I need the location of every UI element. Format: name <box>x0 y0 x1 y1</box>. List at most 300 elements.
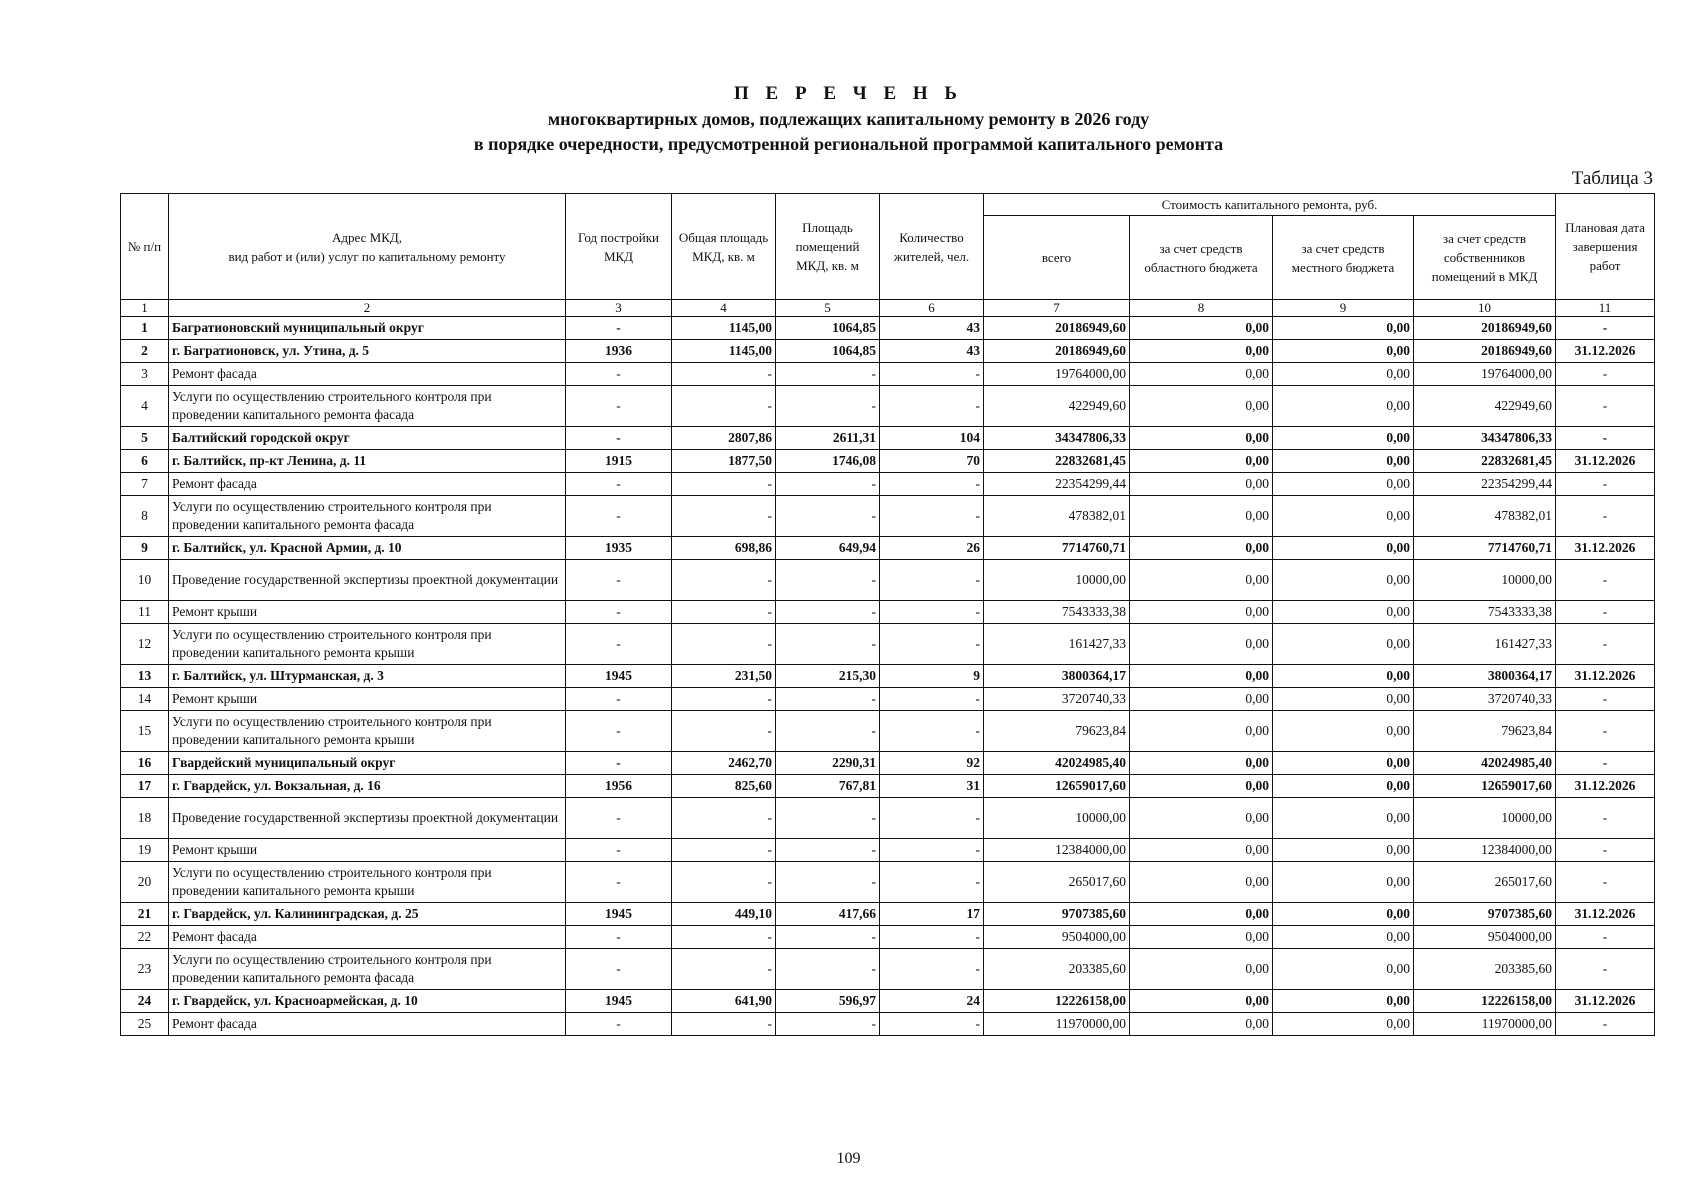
row-local: 0,00 <box>1273 903 1414 926</box>
row-area-total: - <box>672 496 776 537</box>
row-year: - <box>566 601 672 624</box>
row-total: 20186949,60 <box>984 340 1130 363</box>
row-residents: - <box>880 363 984 386</box>
row-date: - <box>1556 839 1655 862</box>
row-regional: 0,00 <box>1130 386 1273 427</box>
row-number: 16 <box>121 752 169 775</box>
row-area-rooms: - <box>776 688 880 711</box>
row-local: 0,00 <box>1273 798 1414 839</box>
row-local: 0,00 <box>1273 427 1414 450</box>
row-total: 7714760,71 <box>984 537 1130 560</box>
row-local: 0,00 <box>1273 711 1414 752</box>
header-residents: Количество жителей, чел. <box>880 194 984 300</box>
row-area-rooms: - <box>776 798 880 839</box>
column-number: 8 <box>1130 300 1273 317</box>
row-area-total: - <box>672 624 776 665</box>
column-number: 3 <box>566 300 672 317</box>
table-body <box>121 317 1655 1036</box>
row-residents: 43 <box>880 317 984 340</box>
row-year: - <box>566 949 672 990</box>
table-row <box>121 903 1655 926</box>
row-address: Услуги по осуществлению строительного контроля при проведении капитального ремонта крыши <box>169 624 566 665</box>
row-total: 9707385,60 <box>984 903 1130 926</box>
row-area-total: - <box>672 386 776 427</box>
row-residents: 104 <box>880 427 984 450</box>
row-area-rooms: - <box>776 926 880 949</box>
row-date: - <box>1556 363 1655 386</box>
row-total: 3800364,17 <box>984 665 1130 688</box>
table-row <box>121 624 1655 665</box>
row-number: 18 <box>121 798 169 839</box>
row-residents: 24 <box>880 990 984 1013</box>
row-address: Ремонт фасада <box>169 363 566 386</box>
row-address: г. Балтийск, ул. Красной Армии, д. 10 <box>169 537 566 560</box>
row-date: - <box>1556 752 1655 775</box>
row-total: 12226158,00 <box>984 990 1130 1013</box>
row-regional: 0,00 <box>1130 752 1273 775</box>
row-number: 12 <box>121 624 169 665</box>
row-year: 1945 <box>566 903 672 926</box>
column-number-row <box>121 300 1655 317</box>
row-year: - <box>566 624 672 665</box>
column-number: 7 <box>984 300 1130 317</box>
row-year: - <box>566 1013 672 1036</box>
row-regional: 0,00 <box>1130 450 1273 473</box>
row-year: - <box>566 839 672 862</box>
row-date: - <box>1556 688 1655 711</box>
row-area-total: 231,50 <box>672 665 776 688</box>
row-area-rooms: 215,30 <box>776 665 880 688</box>
row-year: - <box>566 688 672 711</box>
row-area-rooms: 596,97 <box>776 990 880 1013</box>
row-area-rooms: 767,81 <box>776 775 880 798</box>
row-date: 31.12.2026 <box>1556 537 1655 560</box>
row-total: 10000,00 <box>984 560 1130 601</box>
row-area-rooms: 2290,31 <box>776 752 880 775</box>
row-number: 3 <box>121 363 169 386</box>
header-total: всего <box>984 216 1130 300</box>
row-area-total: - <box>672 473 776 496</box>
row-year: 1945 <box>566 990 672 1013</box>
row-local: 0,00 <box>1273 990 1414 1013</box>
row-area-total: - <box>672 688 776 711</box>
row-owners: 22354299,44 <box>1414 473 1556 496</box>
row-number: 23 <box>121 949 169 990</box>
row-area-rooms: - <box>776 386 880 427</box>
row-total: 42024985,40 <box>984 752 1130 775</box>
row-local: 0,00 <box>1273 624 1414 665</box>
header-regional: за счет средств областного бюджета <box>1130 216 1273 300</box>
column-number: 6 <box>880 300 984 317</box>
row-owners: 10000,00 <box>1414 560 1556 601</box>
row-address: г. Гвардейск, ул. Калининградская, д. 25 <box>169 903 566 926</box>
row-year: - <box>566 752 672 775</box>
row-area-total: - <box>672 1013 776 1036</box>
row-number: 24 <box>121 990 169 1013</box>
row-date: - <box>1556 798 1655 839</box>
header-year: Год постройки МКД <box>566 194 672 300</box>
table-row <box>121 427 1655 450</box>
row-regional: 0,00 <box>1130 711 1273 752</box>
table-row <box>121 340 1655 363</box>
row-local: 0,00 <box>1273 688 1414 711</box>
row-local: 0,00 <box>1273 473 1414 496</box>
row-total: 3720740,33 <box>984 688 1130 711</box>
row-area-total: 1145,00 <box>672 340 776 363</box>
row-total: 478382,01 <box>984 496 1130 537</box>
row-local: 0,00 <box>1273 1013 1414 1036</box>
row-area-rooms: 1746,08 <box>776 450 880 473</box>
row-number: 10 <box>121 560 169 601</box>
row-number: 15 <box>121 711 169 752</box>
row-number: 6 <box>121 450 169 473</box>
row-residents: - <box>880 798 984 839</box>
row-date: - <box>1556 862 1655 903</box>
row-regional: 0,00 <box>1130 839 1273 862</box>
row-local: 0,00 <box>1273 601 1414 624</box>
row-residents: 17 <box>880 903 984 926</box>
column-number: 2 <box>169 300 566 317</box>
row-regional: 0,00 <box>1130 665 1273 688</box>
table-row <box>121 601 1655 624</box>
row-date: - <box>1556 427 1655 450</box>
row-regional: 0,00 <box>1130 340 1273 363</box>
row-year: - <box>566 496 672 537</box>
row-year: - <box>566 711 672 752</box>
row-area-total: 1145,00 <box>672 317 776 340</box>
row-area-rooms: - <box>776 363 880 386</box>
row-local: 0,00 <box>1273 949 1414 990</box>
row-regional: 0,00 <box>1130 949 1273 990</box>
row-residents: 70 <box>880 450 984 473</box>
row-year: - <box>566 926 672 949</box>
row-date: 31.12.2026 <box>1556 450 1655 473</box>
row-address: Ремонт фасада <box>169 926 566 949</box>
row-regional: 0,00 <box>1130 775 1273 798</box>
row-total: 34347806,33 <box>984 427 1130 450</box>
row-date: 31.12.2026 <box>1556 903 1655 926</box>
row-owners: 19764000,00 <box>1414 363 1556 386</box>
row-owners: 10000,00 <box>1414 798 1556 839</box>
row-date: 31.12.2026 <box>1556 990 1655 1013</box>
row-residents: 26 <box>880 537 984 560</box>
row-total: 203385,60 <box>984 949 1130 990</box>
row-date: 31.12.2026 <box>1556 340 1655 363</box>
row-owners: 265017,60 <box>1414 862 1556 903</box>
row-owners: 12384000,00 <box>1414 839 1556 862</box>
row-owners: 12226158,00 <box>1414 990 1556 1013</box>
row-address: Ремонт фасада <box>169 1013 566 1036</box>
document-subtitle-1: многоквартирных домов, подлежащих капитальному ремонту в 2026 году <box>547 109 1150 129</box>
row-total: 22354299,44 <box>984 473 1130 496</box>
row-local: 0,00 <box>1273 496 1414 537</box>
row-residents: - <box>880 496 984 537</box>
row-owners: 161427,33 <box>1414 624 1556 665</box>
row-owners: 20186949,60 <box>1414 317 1556 340</box>
table-row <box>121 665 1655 688</box>
row-owners: 34347806,33 <box>1414 427 1556 450</box>
table-row <box>121 496 1655 537</box>
row-area-total: 449,10 <box>672 903 776 926</box>
row-area-rooms: - <box>776 1013 880 1036</box>
row-owners: 478382,01 <box>1414 496 1556 537</box>
row-address: г. Гвардейск, ул. Красноармейская, д. 10 <box>169 990 566 1013</box>
row-residents: 92 <box>880 752 984 775</box>
row-local: 0,00 <box>1273 317 1414 340</box>
table-row <box>121 752 1655 775</box>
row-number: 21 <box>121 903 169 926</box>
row-owners: 3720740,33 <box>1414 688 1556 711</box>
row-area-total: 641,90 <box>672 990 776 1013</box>
row-number: 19 <box>121 839 169 862</box>
column-number: 5 <box>776 300 880 317</box>
row-total: 161427,33 <box>984 624 1130 665</box>
row-area-rooms: 1064,85 <box>776 317 880 340</box>
column-number: 9 <box>1273 300 1414 317</box>
row-owners: 3800364,17 <box>1414 665 1556 688</box>
row-residents: - <box>880 624 984 665</box>
row-area-rooms: 1064,85 <box>776 340 880 363</box>
document-subtitle-2: в порядке очередности, предусмотренной региональной программой капитального ремонта <box>473 134 1224 154</box>
row-local: 0,00 <box>1273 752 1414 775</box>
row-total: 19764000,00 <box>984 363 1130 386</box>
row-residents: - <box>880 1013 984 1036</box>
row-owners: 22832681,45 <box>1414 450 1556 473</box>
row-total: 10000,00 <box>984 798 1130 839</box>
row-total: 9504000,00 <box>984 926 1130 949</box>
table-label: Таблица 3 <box>1571 168 1653 189</box>
row-owners: 7543333,38 <box>1414 601 1556 624</box>
row-area-total: - <box>672 926 776 949</box>
row-area-rooms: - <box>776 496 880 537</box>
row-regional: 0,00 <box>1130 862 1273 903</box>
row-year: - <box>566 560 672 601</box>
row-regional: 0,00 <box>1130 363 1273 386</box>
row-area-total: - <box>672 711 776 752</box>
row-residents: - <box>880 560 984 601</box>
header-local: за счет средств местного бюджета <box>1273 216 1414 300</box>
table-row <box>121 990 1655 1013</box>
header-date: Плановая дата завершения работ <box>1556 194 1655 300</box>
row-residents: - <box>880 386 984 427</box>
row-area-rooms: - <box>776 473 880 496</box>
row-year: 1945 <box>566 665 672 688</box>
row-local: 0,00 <box>1273 839 1414 862</box>
row-number: 1 <box>121 317 169 340</box>
row-number: 17 <box>121 775 169 798</box>
row-residents: - <box>880 711 984 752</box>
row-owners: 7714760,71 <box>1414 537 1556 560</box>
row-number: 14 <box>121 688 169 711</box>
row-address: Проведение государственной экспертизы проектной документации <box>169 560 566 601</box>
row-local: 0,00 <box>1273 363 1414 386</box>
row-local: 0,00 <box>1273 450 1414 473</box>
row-area-total: - <box>672 862 776 903</box>
row-area-total: - <box>672 798 776 839</box>
row-total: 12384000,00 <box>984 839 1130 862</box>
row-local: 0,00 <box>1273 775 1414 798</box>
row-owners: 9504000,00 <box>1414 926 1556 949</box>
row-local: 0,00 <box>1273 340 1414 363</box>
row-area-total: - <box>672 839 776 862</box>
row-area-total: - <box>672 601 776 624</box>
row-year: - <box>566 317 672 340</box>
row-date: 31.12.2026 <box>1556 775 1655 798</box>
row-total: 79623,84 <box>984 711 1130 752</box>
row-area-total: 1877,50 <box>672 450 776 473</box>
row-residents: - <box>880 926 984 949</box>
row-total: 265017,60 <box>984 862 1130 903</box>
row-number: 11 <box>121 601 169 624</box>
row-owners: 12659017,60 <box>1414 775 1556 798</box>
row-residents: - <box>880 688 984 711</box>
row-year: 1915 <box>566 450 672 473</box>
row-address: г. Балтийск, ул. Штурманская, д. 3 <box>169 665 566 688</box>
row-year: 1956 <box>566 775 672 798</box>
row-regional: 0,00 <box>1130 427 1273 450</box>
row-owners: 20186949,60 <box>1414 340 1556 363</box>
row-residents: - <box>880 601 984 624</box>
row-area-rooms: - <box>776 862 880 903</box>
row-year: - <box>566 862 672 903</box>
row-residents: - <box>880 862 984 903</box>
row-date: - <box>1556 560 1655 601</box>
row-owners: 203385,60 <box>1414 949 1556 990</box>
row-date: - <box>1556 624 1655 665</box>
row-date: - <box>1556 601 1655 624</box>
row-number: 8 <box>121 496 169 537</box>
row-owners: 79623,84 <box>1414 711 1556 752</box>
row-local: 0,00 <box>1273 926 1414 949</box>
row-regional: 0,00 <box>1130 473 1273 496</box>
table-row <box>121 688 1655 711</box>
header-cost-group: Стоимость капитального ремонта, руб. <box>984 194 1556 216</box>
row-date: - <box>1556 317 1655 340</box>
row-area-total: - <box>672 363 776 386</box>
column-number: 11 <box>1556 300 1655 317</box>
column-number: 4 <box>672 300 776 317</box>
row-number: 5 <box>121 427 169 450</box>
row-owners: 9707385,60 <box>1414 903 1556 926</box>
header-num: № п/п <box>121 194 169 300</box>
row-owners: 42024985,40 <box>1414 752 1556 775</box>
row-number: 4 <box>121 386 169 427</box>
row-address: г. Балтийск, пр-кт Ленина, д. 11 <box>169 450 566 473</box>
row-residents: 31 <box>880 775 984 798</box>
row-address: Услуги по осуществлению строительного контроля при проведении капитального ремонта крыши <box>169 711 566 752</box>
row-regional: 0,00 <box>1130 926 1273 949</box>
header-area-rooms: Площадь помещений МКД, кв. м <box>776 194 880 300</box>
row-area-rooms: - <box>776 601 880 624</box>
row-address: Ремонт крыши <box>169 601 566 624</box>
table-row <box>121 839 1655 862</box>
row-address: Проведение государственной экспертизы проектной документации <box>169 798 566 839</box>
row-number: 20 <box>121 862 169 903</box>
row-address: г. Багратионовск, ул. Утина, д. 5 <box>169 340 566 363</box>
row-residents: - <box>880 949 984 990</box>
row-regional: 0,00 <box>1130 560 1273 601</box>
row-date: - <box>1556 473 1655 496</box>
row-address: Ремонт крыши <box>169 839 566 862</box>
row-local: 0,00 <box>1273 537 1414 560</box>
table-row <box>121 949 1655 990</box>
row-regional: 0,00 <box>1130 537 1273 560</box>
header-owners: за счет средств собственников помещений в МКД <box>1414 216 1556 300</box>
row-total: 22832681,45 <box>984 450 1130 473</box>
table-row <box>121 363 1655 386</box>
row-regional: 0,00 <box>1130 688 1273 711</box>
table-row <box>121 386 1655 427</box>
row-address: Багратионовский муниципальный округ <box>169 317 566 340</box>
row-year: - <box>566 363 672 386</box>
row-number: 7 <box>121 473 169 496</box>
row-address: Услуги по осуществлению строительного контроля при проведении капитального ремонта фасада <box>169 496 566 537</box>
row-area-rooms: - <box>776 949 880 990</box>
column-number: 10 <box>1414 300 1556 317</box>
row-owners: 422949,60 <box>1414 386 1556 427</box>
row-date: - <box>1556 386 1655 427</box>
row-number: 22 <box>121 926 169 949</box>
row-area-rooms: - <box>776 560 880 601</box>
row-area-total: - <box>672 949 776 990</box>
row-area-rooms: 649,94 <box>776 537 880 560</box>
row-year: - <box>566 473 672 496</box>
row-area-total: 2462,70 <box>672 752 776 775</box>
row-total: 422949,60 <box>984 386 1130 427</box>
row-total: 20186949,60 <box>984 317 1130 340</box>
repair-table <box>120 193 1655 1036</box>
row-total: 12659017,60 <box>984 775 1130 798</box>
row-date: - <box>1556 926 1655 949</box>
row-area-rooms: 417,66 <box>776 903 880 926</box>
row-address: Услуги по осуществлению строительного контроля при проведении капитального ремонта фасада <box>169 949 566 990</box>
row-local: 0,00 <box>1273 665 1414 688</box>
row-date: - <box>1556 949 1655 990</box>
row-address: Услуги по осуществлению строительного контроля при проведении капитального ремонта крыши <box>169 862 566 903</box>
row-regional: 0,00 <box>1130 496 1273 537</box>
row-area-total: - <box>672 560 776 601</box>
row-address: г. Гвардейск, ул. Вокзальная, д. 16 <box>169 775 566 798</box>
row-residents: 9 <box>880 665 984 688</box>
row-area-total: 2807,86 <box>672 427 776 450</box>
row-regional: 0,00 <box>1130 624 1273 665</box>
row-local: 0,00 <box>1273 862 1414 903</box>
table-row <box>121 862 1655 903</box>
row-address: Гвардейский муниципальный округ <box>169 752 566 775</box>
row-local: 0,00 <box>1273 386 1414 427</box>
row-address: Балтийский городской округ <box>169 427 566 450</box>
row-date: - <box>1556 711 1655 752</box>
document-title: П Е Р Е Ч Е Н Ь <box>734 83 963 104</box>
row-area-total: 825,60 <box>672 775 776 798</box>
table-row <box>121 317 1655 340</box>
row-regional: 0,00 <box>1130 601 1273 624</box>
row-year: - <box>566 798 672 839</box>
row-residents: - <box>880 473 984 496</box>
row-area-rooms: - <box>776 624 880 665</box>
row-number: 25 <box>121 1013 169 1036</box>
row-regional: 0,00 <box>1130 1013 1273 1036</box>
table-row <box>121 711 1655 752</box>
row-area-total: 698,86 <box>672 537 776 560</box>
row-regional: 0,00 <box>1130 990 1273 1013</box>
page-number: 109 <box>836 1150 861 1167</box>
row-date: - <box>1556 1013 1655 1036</box>
row-number: 2 <box>121 340 169 363</box>
row-residents: - <box>880 839 984 862</box>
row-address: Услуги по осуществлению строительного контроля при проведении капитального ремонта фасада <box>169 386 566 427</box>
row-area-rooms: 2611,31 <box>776 427 880 450</box>
